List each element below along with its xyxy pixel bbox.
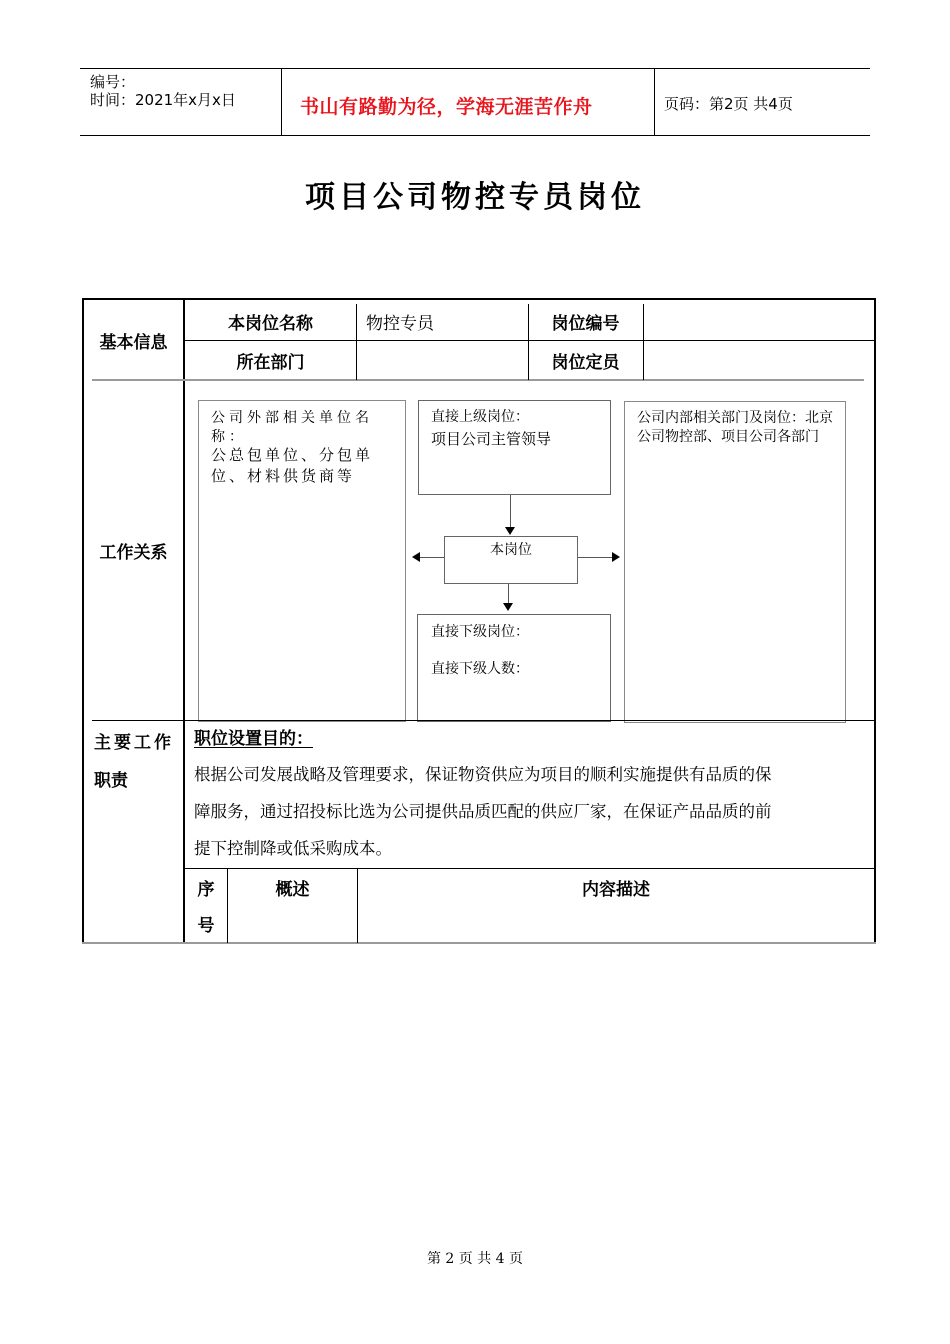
table-top-border	[82, 298, 876, 300]
position-name-label: 本岗位名称	[228, 314, 313, 334]
basic-section-bottom	[92, 379, 864, 381]
duties-section-label-line1: 主要工作	[94, 733, 174, 753]
duties-section-label-line2: 职责	[94, 771, 128, 791]
page-footer: 第 2 页 共 4 页	[426, 1251, 524, 1267]
arrow-right-icon	[612, 552, 620, 562]
arrow-down-to-self-icon	[505, 527, 515, 535]
col-seq-line2: 号	[197, 916, 215, 936]
external-units-value: 公总包单位、分包单位、材料供货商等	[211, 446, 374, 485]
header-motto: 书山有路勤为径，学海无涯苦作舟	[300, 96, 593, 118]
superior-position-value: 项目公司主管领导	[431, 430, 552, 448]
section-label-divider	[183, 298, 185, 944]
arrow-self-to-subordinate-line	[508, 584, 509, 604]
subordinate-count-label: 直接下级人数：	[431, 661, 529, 677]
external-units-label: 公司外部相关单位名称：	[211, 410, 373, 445]
purpose-label: 职位设置目的：	[194, 729, 313, 749]
internal-departments-box	[624, 401, 846, 723]
department-label: 所在部门	[236, 353, 305, 373]
col-seq-line1: 序	[197, 880, 215, 900]
arrow-self-to-internal-line	[578, 557, 613, 558]
internal-departments-label: 公司内部相关部门及岗位：北京公司物控部、项目公司各部门	[637, 410, 833, 445]
header-divider-1	[281, 68, 282, 136]
headcount-label: 岗位定员	[551, 353, 620, 373]
subordinate-position-label: 直接下级岗位：	[431, 624, 529, 640]
subordinate-position-box	[417, 614, 611, 722]
header-bottom-rule	[80, 135, 870, 136]
self-position-label: 本岗位	[490, 542, 532, 558]
arrow-left-icon	[412, 552, 420, 562]
arrow-down-to-subordinate-icon	[503, 603, 513, 611]
arrow-superior-to-self-line	[510, 495, 511, 528]
header-number-label: 编号：	[90, 73, 136, 91]
header-page-info: 页码：第2页 共4页	[664, 95, 793, 113]
basic-row-divider	[185, 340, 874, 341]
external-units-box	[198, 400, 406, 722]
col-summary: 概述	[275, 880, 310, 900]
basic-col-divider-3	[643, 304, 644, 380]
purpose-text-line-1: 根据公司发展战略及管理要求，保证物资供应为项目的顺利实施提供有品质的保	[194, 765, 772, 784]
basic-col-divider-1	[356, 304, 357, 380]
purpose-text-line-2: 障服务，通过招投标比选为公司提供品质匹配的供应厂家，在保证产品品质的前	[194, 802, 772, 821]
superior-position-label: 直接上级岗位：	[431, 409, 529, 425]
position-name-value: 物控专员	[366, 314, 434, 334]
position-code-label: 岗位编号	[551, 314, 620, 334]
table-bottom-border	[82, 942, 876, 944]
self-position-box	[444, 536, 578, 584]
header-time-label: 时间：2021年x月x日	[90, 91, 236, 109]
page-title: 项目公司物控专员岗位	[305, 180, 645, 215]
work-relations-section-label: 工作关系	[99, 543, 168, 563]
basic-info-section-label: 基本信息	[99, 333, 168, 353]
col-description: 内容描述	[582, 880, 650, 900]
table-left-border	[82, 298, 84, 944]
purpose-text-line-3: 提下控制降或低采购成本。	[194, 839, 392, 858]
duties-header-row-top	[185, 868, 874, 869]
superior-position-box	[418, 400, 611, 495]
table-right-border	[874, 298, 876, 944]
arrow-self-to-external-line	[420, 557, 444, 558]
header-top-rule	[80, 68, 870, 69]
header-divider-2	[654, 68, 655, 136]
